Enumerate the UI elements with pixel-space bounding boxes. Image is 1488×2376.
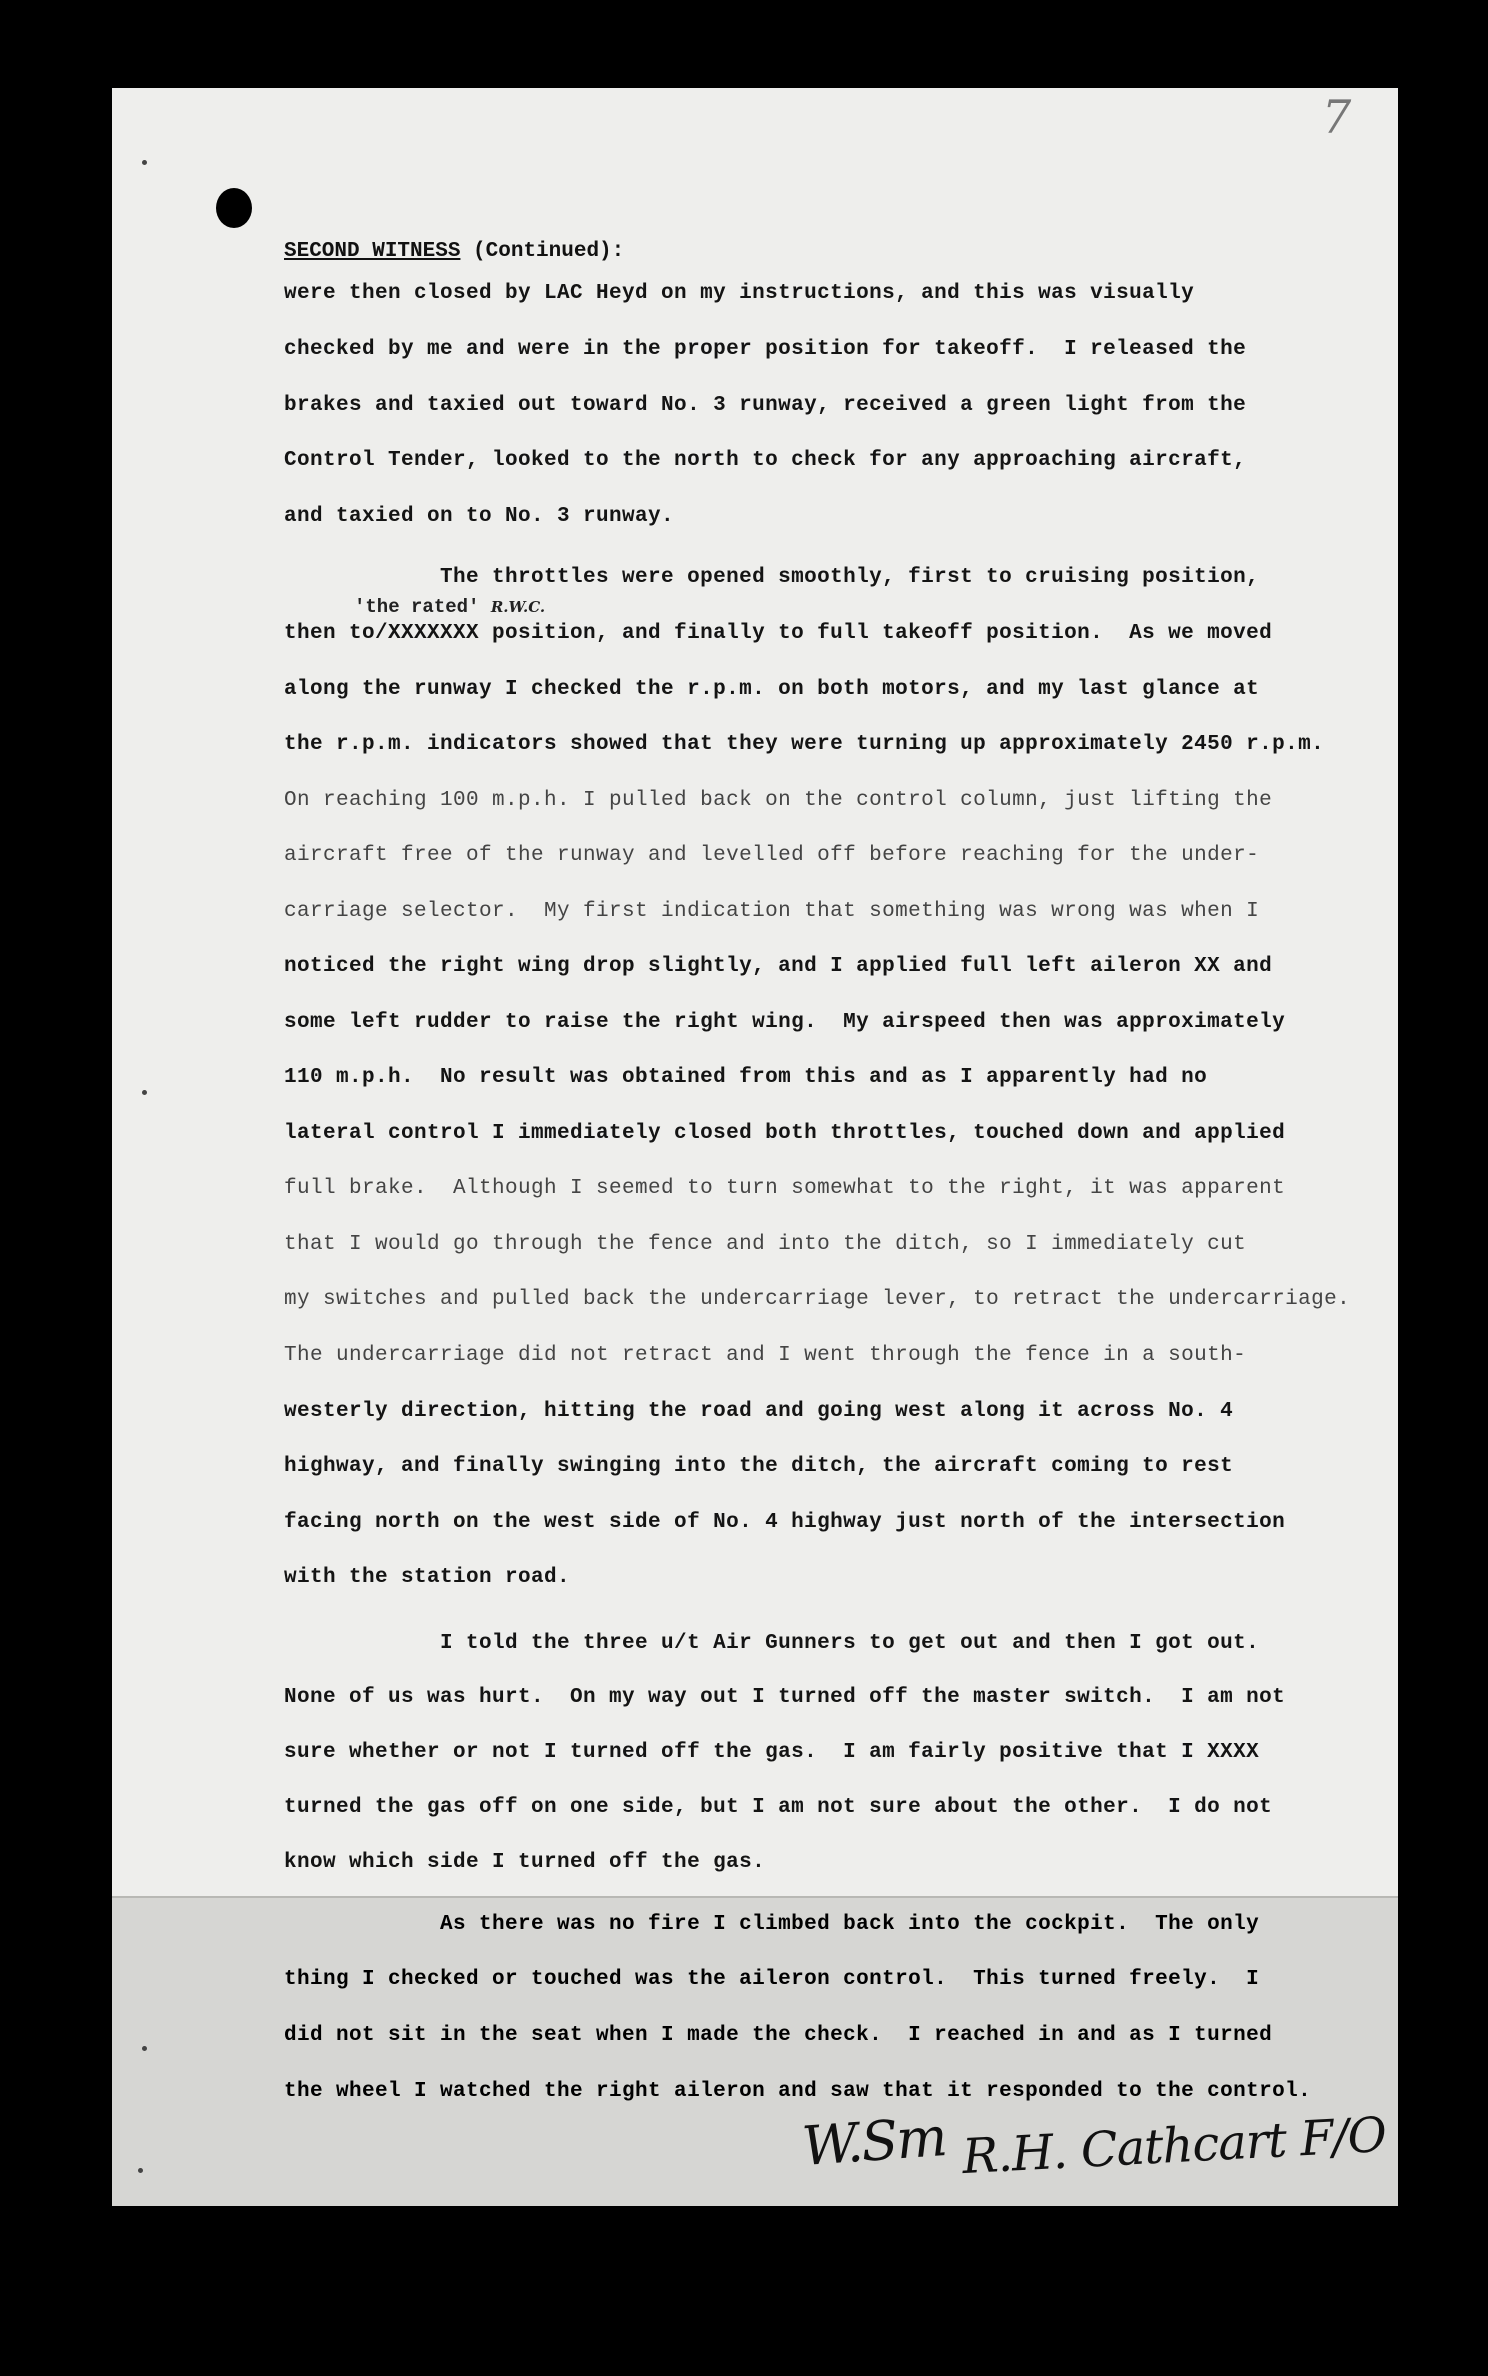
text-line: full brake. Although I seemed to turn somewhat to the right, it was apparent [284, 1177, 1286, 1200]
text-line: I told the three u/t Air Gunners to get out and then I got out. [284, 1632, 1260, 1655]
text-line: facing north on the west side of No. 4 highway just north of the intersection [284, 1511, 1286, 1534]
text-line: None of us was hurt. On my way out I turned off the master switch. I am not [284, 1686, 1286, 1709]
text-line: As there was no fire I climbed back into the cockpit. The only [284, 1913, 1260, 1936]
speck [142, 2046, 147, 2051]
speck [142, 1090, 147, 1095]
text-line: know which side I turned off the gas. [284, 1851, 766, 1874]
text-line: along the runway I checked the r.p.m. on both motors, and my last glance at [284, 678, 1260, 701]
text-line: some left rudder to raise the right wing. My airspeed then was approximately [284, 1011, 1286, 1034]
text-line: and taxied on to No. 3 runway. [284, 505, 675, 528]
speck [138, 2168, 143, 2173]
text-line: lateral control I immediately closed both throttles, touched down and applied [284, 1122, 1286, 1145]
heading-suffix: (Continued): [460, 240, 625, 263]
text-line: noticed the right wing drop slightly, and I applied full left aileron XX and [284, 955, 1273, 978]
heading-label: SECOND WITNESS [284, 240, 461, 263]
signature-block [799, 2104, 1388, 2204]
text-line: brakes and taxied out toward No. 3 runway, received a green light from the [284, 394, 1247, 417]
text-line: 110 m.p.h. No result was obtained from this and as I apparently had no [284, 1066, 1208, 1089]
text-line: The throttles were opened smoothly, first to cruising position, [284, 566, 1260, 589]
text-line: carriage selector. My first indication that something was wrong was when I [284, 900, 1260, 923]
insertion-initials: R.W.C. [490, 598, 546, 616]
text-line: were then closed by LAC Heyd on my instructions, and this was visually [284, 282, 1195, 305]
signature-name: R.H. Cathcart F/O [960, 2106, 1388, 2186]
text-line: my switches and pulled back the undercarriage lever, to retract the undercarriage. [284, 1288, 1351, 1311]
text-line: the r.p.m. indicators showed that they were turning up approximately 2450 r.p.m. [284, 733, 1325, 756]
text-line: that I would go through the fence and into the ditch, so I immediately cut [284, 1233, 1247, 1256]
interlinear-insertion [354, 596, 545, 618]
text-line: turned the gas off on one side, but I am not sure about the other. I do not [284, 1796, 1273, 1819]
text-line: with the station road. [284, 1566, 571, 1589]
text-line: sure whether or not I turned off the gas. I am fairly positive that I XXXX [284, 1741, 1260, 1764]
text-line: did not sit in the seat when I made the check. I reached in and as I turned [284, 2024, 1273, 2047]
text-line: westerly direction, hitting the road and going west along it across No. 4 [284, 1400, 1234, 1423]
text-line: The undercarriage did not retract and I went through the fence in a south- [284, 1344, 1247, 1367]
section-heading [284, 240, 624, 263]
document-page [112, 88, 1398, 2204]
text-line: thing I checked or touched was the aileron control. This turned freely. I [284, 1968, 1260, 1991]
text-line: then to/XXXXXXX position, and finally to full takeoff position. As we moved [284, 622, 1273, 645]
punch-hole [216, 188, 252, 228]
speck [142, 160, 147, 165]
text-line: Control Tender, looked to the north to check for any approaching aircraft, [284, 449, 1247, 472]
page-number: 7 [1322, 90, 1352, 144]
text-line: checked by me and were in the proper position for takeoff. I released the [284, 338, 1247, 361]
insertion-text: 'the rated' [354, 596, 480, 618]
text-line: On reaching 100 m.p.h. I pulled back on the control column, just lifting the [284, 789, 1273, 812]
text-line: the wheel I watched the right aileron and saw that it responded to the control. [284, 2080, 1312, 2103]
signature-initials: W.Sm [799, 2105, 948, 2178]
text-line: aircraft free of the runway and levelled off before reaching for the under- [284, 844, 1260, 867]
text-line: highway, and finally swinging into the ditch, the aircraft coming to rest [284, 1455, 1234, 1478]
